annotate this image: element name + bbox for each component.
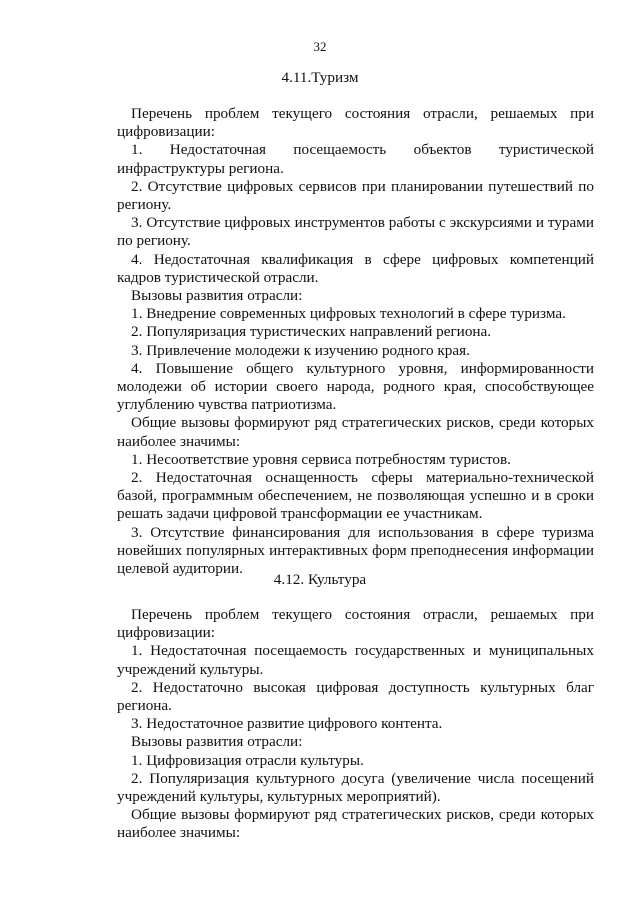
section-heading-tourism: 4.11.Туризм — [281, 69, 359, 86]
paragraph: 3. Отсутствие финансирования для использования в сфере туризма новейших популярных интерактивных форм преподнесения информации целевой аудитории. — [117, 523, 594, 578]
paragraph: Вызовы развития отрасли: — [131, 733, 303, 751]
paragraph: 1. Внедрение современных цифровых технологий в сфере туризма. — [131, 305, 566, 323]
paragraph: 2. Недостаточно высокая цифровая доступность культурных благ региона. — [117, 678, 594, 715]
paragraph: Общие вызовы формируют ряд стратегических рисков, среди которых наиболее значимы: — [117, 806, 594, 842]
section-body-culture — [117, 606, 594, 843]
paragraph: Перечень проблем текущего состояния отрасли, решаемых при цифровизации: — [117, 606, 594, 642]
paragraph: 1. Недостаточная посещаемость государственных и муниципальных учреждений культуры. — [117, 642, 594, 678]
page-number: 32 — [313, 39, 327, 54]
section-body-tourism — [117, 105, 594, 578]
paragraph: 1. Недостаточная посещаемость объектов туристической инфраструктуры региона. — [117, 141, 594, 177]
paragraph: 2. Недостаточная оснащенность сферы материально-технической базой, программным обеспечением, не позволяющая успешно и в сроки решать задачи цифровой трансформации ее участникам. — [117, 469, 594, 523]
paragraph: Общие вызовы формируют ряд стратегических рисков, среди которых наиболее значимы: — [117, 414, 594, 450]
paragraph: 1. Несоответствие уровня сервиса потребностям туристов. — [131, 450, 511, 468]
paragraph: 4. Повышение общего культурного уровня, информированности молодежи об истории своего народа, родного края, способствующее углублению чувства патриотизма. — [117, 359, 594, 414]
paragraph: 3. Отсутствие цифровых инструментов работы с экскурсиями и турами по региону. — [117, 214, 594, 250]
paragraph: Перечень проблем текущего состояния отрасли, решаемых при цифровизации: — [117, 105, 594, 141]
paragraph: 3. Недостаточное развитие цифрового контента. — [131, 715, 443, 733]
paragraph: 1. Цифровизация отрасли культуры. — [131, 751, 364, 769]
paragraph: 3. Привлечение молодежи к изучению родного края. — [131, 341, 470, 359]
paragraph: 2. Популяризация туристических направлений региона. — [131, 323, 492, 341]
paragraph: 2. Отсутствие цифровых сервисов при планировании путешествий по региону. — [117, 177, 594, 214]
paragraph: 4. Недостаточная квалификация в сфере цифровых компетенций кадров туристической отрасли. — [117, 250, 594, 286]
paragraph: 2. Популяризация культурного досуга (увеличение числа посещений учреждений культуры, культурных мероприятий). — [117, 769, 594, 806]
section-heading-culture: 4.12. Культура — [273, 571, 367, 588]
paragraph: Вызовы развития отрасли: — [131, 287, 303, 305]
